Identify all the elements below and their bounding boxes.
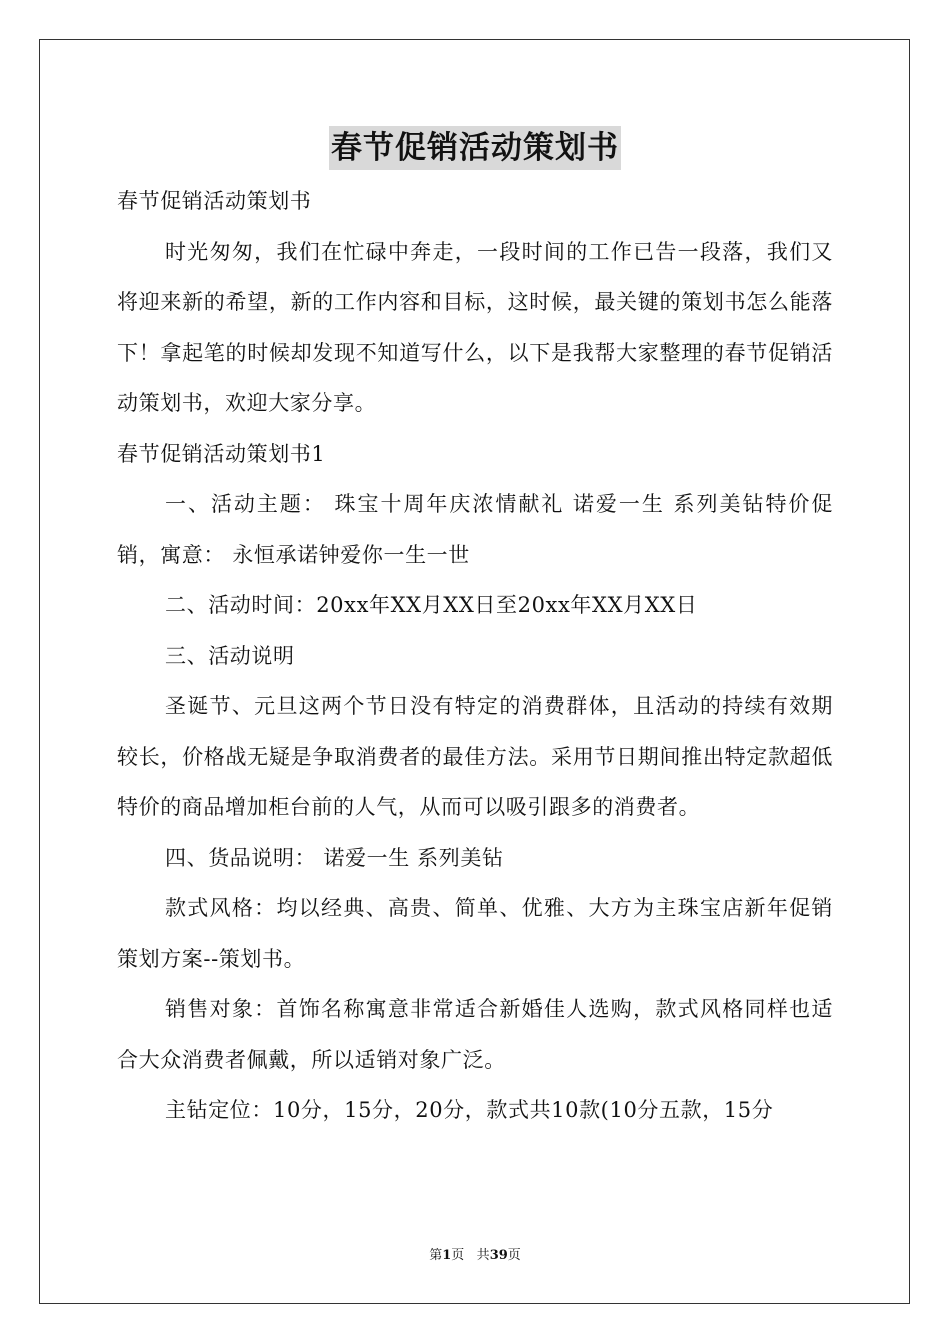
page-prefix: 第	[429, 1248, 443, 1263]
paragraph-diamond: 主钻定位：10分，15分，20分，款式共10款(10分五款，15分	[165, 1098, 774, 1122]
document-body	[117, 176, 833, 1136]
document-title: 春节促销活动策划书	[329, 126, 621, 170]
paragraph-target: 销售对象：首饰名称寓意非常适合新婚佳人选购，款式风格同样也适合大众消费者佩戴，所以适销对象广泛。	[117, 997, 833, 1072]
paragraph-goods-heading: 四、货品说明： 诺爱一生 系列美钻	[165, 845, 504, 870]
paragraph-section-heading: 春节促销活动策划书1	[117, 441, 326, 466]
paragraph-style: 款式风格：均以经典、高贵、简单、优雅、大方为主珠宝店新年促销策划方案--策划书。	[117, 896, 833, 971]
paragraph-activity-time: 二、活动时间：20xx年XX月XX日至20xx年XX月XX日	[165, 593, 698, 617]
paragraph-intro: 时光匆匆，我们在忙碌中奔走，一段时间的工作已告一段落，我们又将迎来新的希望，新的工作内容和目标，这时候，最关键的策划书怎么能落下！拿起笔的时候却发现不知道写什么，以下是我帮大家整理的春节促销活动策划书，欢迎大家分享。	[117, 239, 833, 415]
page-suffix: 页	[451, 1248, 465, 1263]
paragraph-subtitle: 春节促销活动策划书	[117, 189, 312, 213]
total-suffix: 页	[507, 1248, 521, 1263]
total-prefix: 共	[476, 1248, 490, 1263]
total-pages: 39	[489, 1248, 508, 1263]
paragraph-activity-desc-heading: 三、活动说明	[165, 643, 295, 668]
page-number: 1	[442, 1248, 452, 1263]
page-footer	[0, 1247, 950, 1265]
title-container	[0, 126, 950, 170]
paragraph-activity-theme: 一、活动主题： 珠宝十周年庆浓情献礼 诺爱一生 系列美钻特价促销，寓意： 永恒承诺钟爱你一生一世	[117, 492, 833, 567]
paragraph-activity-desc: 圣诞节、元旦这两个节日没有特定的消费群体，且活动的持续有效期较长，价格战无疑是争取消费者的最佳方法。采用节日期间推出特定款超低特价的商品增加柜台前的人气，从而可以吸引跟多的消费者。	[117, 694, 833, 819]
